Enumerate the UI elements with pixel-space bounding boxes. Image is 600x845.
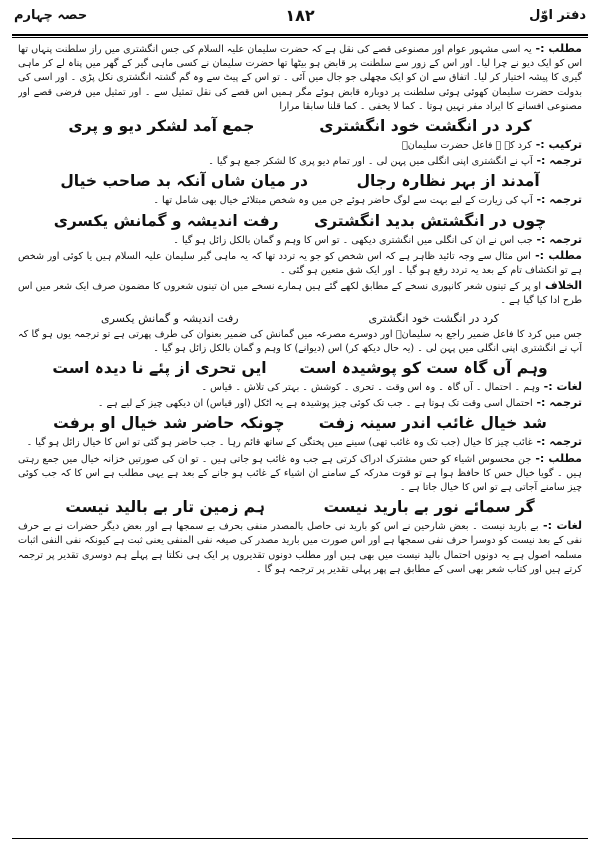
page-content (18, 42, 582, 838)
commentary-paragraph (18, 452, 582, 496)
paragraph-text: جب اس نے ان کی انگلی میں انگشتری دیکھی ۔ تو اس کا وہم و گمان بالکل زائل ہو گیا ۔ (173, 234, 533, 246)
verse-couplet (18, 115, 582, 138)
verse-second-hemistich: جمع آمد لشکر دیو و پری (68, 117, 255, 136)
footer-rule (12, 838, 588, 839)
verse-first-hemistich: کرد در انگشت خود انگشتری (319, 117, 532, 136)
verse-second-hemistich: در میان شاں آنکہ بد صاحب خیال (60, 172, 308, 191)
paragraph-label: مطلب :- (530, 248, 582, 262)
verse-first-hemistich: شد خیال غائب اندر سینہ زفت (318, 414, 547, 433)
paragraph-label: ترجمہ :- (532, 232, 582, 246)
commentary-paragraph (18, 380, 582, 395)
paragraph-label: ترجمہ :- (532, 435, 582, 449)
verse-second-hemistich: ہم زمین تار بے بالید نیست (65, 498, 265, 517)
verse-couplet (18, 310, 582, 328)
paragraph-text: بے بارید نیست ۔ بعض شارحین نے اس کو بارید نی حاصل بالمصدر منفی بحرف بے سمجھا ہے اور بعض دیگر حضرات نے بے حرف نفی کے بعد نیست کو دوسرا حرف نفی سمجھا ہے اور اس صورت میں بارید مصدر کی صیغہ نفی المنفی یعنی ثبت ہے کیونکہ نفی النفی اثبات مسلمہ اصول ہے یہ دونوں احتمال بالید نیست میں بھی ہیں اور مطلب دونوں تقدیروں پر ایک ہی نکلتا ہے پہلے ہم دوسری تقدیر پر ترجمہ کرتے ہیں اور کتاب شعر بھی اسی کے مطابق ہے پھر پہلی تقدیر پر ترجمہ ہو گا ۔ (18, 521, 582, 575)
commentary-paragraph (18, 42, 582, 114)
verse-first-hemistich: چوں در انگشتش بدید انگشتری (313, 211, 547, 230)
verse-second-hemistich: ایں تحری از پئے نا دیدہ است (52, 359, 267, 378)
commentary-paragraph (18, 193, 582, 208)
commentary-paragraph (18, 328, 582, 356)
verse-second-hemistich: رفت اندیشہ و گمانش یکسری (100, 311, 239, 325)
verse-couplet (18, 170, 582, 193)
paragraph-text: یہ اسی مشہور عوام اور مصنوعی قصے کی نقل ہے کہ حضرت سلیمان علیہ السلام کی جس انگشتری میں راز سلطنت پنہاں تھا اس کو ایک دیو نے چرا لیا۔ اور اس کے زور سے سلطنت پر قابض ہو بیٹھا تھا حضرت سلیمان نے کسی ماہی گیر کے گھر میں پناہ لے کر ماہی گیری کا پیشہ اختیار کر لیا۔ اتفاق سے ان کو ایک مچھلی جو جال میں آئی ۔ تو اس کے پیٹ سے وہ گم گشتہ انگشتری نکل پڑی ۔ اور اسی کی بدولت حضرت سلیمان کھوئی ہوئی سلطنت پر دوبارہ قابض ہوئے مگر ہمیں اس قصے کی نقل تمثیل سے ۔ اور تمثیل میں فرضی قصے اور مصنوعی افسانے کا ایراد مفر نہیں ہوتا ۔ کما لا یخفی ۔ کما قلنا سابقا مرارا (18, 44, 582, 112)
page-number: ١٨٢ (285, 6, 315, 25)
verse-first-hemistich: کرد در انگشت خود انگشتری (368, 311, 500, 325)
paragraph-text: احتمال اسی وقت تک ہوتا ہے ۔ جب تک کوئی چیز پوشیدہ ہے یہ اٹکل (اور قیاس) ان دیکھی چیز کے لیے ہے ۔ (97, 398, 533, 410)
verse-couplet (18, 496, 582, 519)
page-header (14, 6, 586, 34)
verse-first-hemistich: آمدند از بہر نظارہ رجال (356, 172, 540, 191)
verse-second-hemistich: چونکہ حاضر شد خیال او برفت (53, 414, 285, 433)
paragraph-text: او پر کے تینوں شعر کانپوری نسخے کے مطابق لکھے گئے ہیں ہمارے نسخے میں ان تینوں شعروں کا مضمون صرف ایک شعر میں اس طرح ادا کیا گیا ہے ۔ (18, 281, 582, 307)
commentary-paragraph (18, 233, 582, 248)
verse-second-hemistich: رفت اندیشہ و گمانش یکسری (53, 211, 279, 230)
commentary-paragraph (18, 249, 582, 278)
commentary-paragraph (18, 396, 582, 411)
header-part: حصہ چہارم (14, 8, 88, 23)
paragraph-label: ترکیب :- (531, 138, 582, 152)
verse-couplet (18, 412, 582, 435)
paragraph-label: مطلب :- (531, 451, 582, 465)
paragraph-text: غائب چیز کا خیال (جب تک وہ غائب تھی) سینے میں پختگی کے ساتھ قائم رہا ۔ جب حاضر ہو گئی تو اس کا خیال زائل ہو گیا ۔ (26, 437, 533, 449)
commentary-paragraph (18, 138, 582, 153)
commentary-paragraph (18, 279, 582, 308)
paragraph-label: ترجمہ :- (532, 154, 582, 168)
paragraph-label: الخلاف (541, 279, 582, 293)
paragraph-label: لغات :- (539, 380, 582, 394)
verse-couplet (18, 357, 582, 380)
paragraph-label: مطلب :- (531, 42, 582, 55)
paragraph-text: جس میں کرد کا فاعل ضمیر راجع بہ سلیمانؑ اور دوسرے مصرعہ میں گمانش کی ضمیر بعنوان کی طرف پھرتی ہے تو ترجمہ یوں ہو گا کہ آپ نے انگشتری اپنی انگلی میں پہن لی ۔ (یہ حال دیکھ کر) اس (دیوانے) کا وہم و گمان بالکل زائل ہو گیا ۔ (18, 328, 582, 354)
header-section: دفتر اوّل (529, 8, 586, 23)
commentary-paragraph (18, 435, 582, 450)
paragraph-text: کرد کے ۔ فاعل حضرت سلیمانؑ (401, 140, 532, 152)
verse-couplet (18, 210, 582, 233)
header-rule (12, 34, 588, 36)
paragraph-text: وہم ۔ احتمال ۔ آں گاہ ۔ وہ اس وقت ۔ تحری ۔ کوشش ۔ بہتر کی تلاش ۔ قیاس ۔ (201, 382, 540, 394)
paragraph-label: لغات :- (538, 519, 582, 533)
header-rule-thin (12, 37, 588, 38)
paragraph-text: اس مثال سے وجہ تائید ظاہر ہے کہ اس شخص کو جو یہ تردد تھا کہ یہ ماہی گیر سلیمان علیہ السلام ہیں یا کوئی اور شخص ہے تو انکشاف تام کے بعد یہ تردد رفع ہو گیا ۔ اور ایک شق متعین ہو گئی ۔ (18, 250, 582, 277)
commentary-paragraph (18, 154, 582, 169)
paragraph-text: آپ نے انگشتری اپنی انگلی میں پہن لی ۔ اور تمام دیو پری کا لشکر جمع ہو گیا ۔ (208, 156, 533, 168)
paragraph-text: جن محسوس اشیاء کو حس مشترک ادراک کرتی ہے جب وہ غائب ہو جاتی ہیں ۔ تو ان کی صورتیں خزانہ خیال میں جمع رہتی ہیں ۔ گویا خیال حس کا حافظ ہوا ہے تو قوت مدرکہ کے سامنے ان اشیاء کے غائب ہو جانے کے بعد ہے یہی مطلب ہے اس کا کہ جب کوئی چیز سامنے آجاتی ہے تو اس کا خیال جاتا ہے ۔ (18, 453, 582, 494)
paragraph-text: آپ کی زیارت کے لیے بہت سے لوگ حاضر ہوئے جن میں وہ شخص مبتلائے خیال بھی شامل تھا ۔ (153, 195, 533, 207)
paragraph-label: ترجمہ :- (532, 193, 582, 207)
verse-first-hemistich: گر سمائے نور بے بارید نیست (323, 498, 535, 517)
verse-first-hemistich: وہم آں گاہ ست کو پوشیدہ است (299, 359, 548, 378)
commentary-paragraph (18, 519, 582, 577)
paragraph-label: ترجمہ :- (532, 396, 582, 410)
